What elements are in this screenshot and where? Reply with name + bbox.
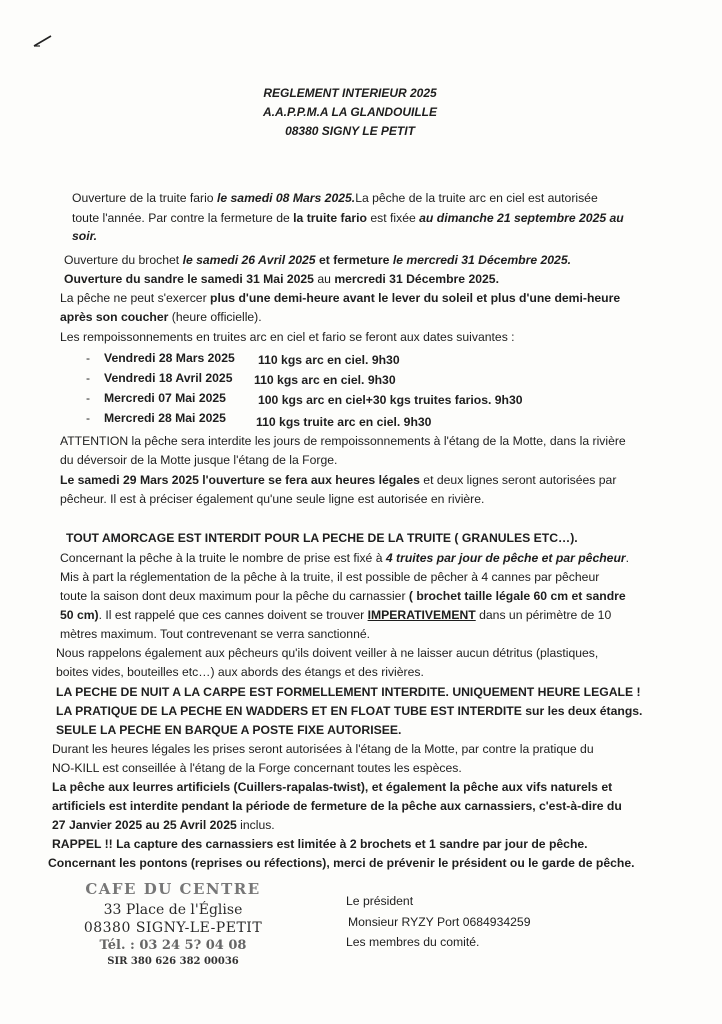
paragraph-line: toute l'année. Par contre la fermeture de la truite fario est fixée au dimanche 21 septembre 2025 au — [72, 211, 624, 225]
paragraph-line: La pêche aux leurres artificiels (Cuillers-rapalas-twist), et également la pêche aux vifs naturels et — [52, 780, 613, 794]
stamp-line: CAFE DU CENTRE — [85, 880, 261, 898]
paragraph-line: pêcheur. Il est à préciser également qu'une seule ligne est autorisée en rivière. — [60, 492, 485, 506]
paragraph-line: Durant les heures légales les prises seront autorisées à l'étang de la Motte, par contre la pratique du — [52, 742, 594, 756]
restock-date: Vendredi 18 Avril 2025 — [104, 371, 233, 385]
restock-detail: 110 kgs truite arc en ciel. 9h30 — [256, 415, 432, 429]
restock-date: Vendredi 28 Mars 2025 — [104, 351, 235, 365]
document-title: REGLEMENT INTERIEUR 2025 — [263, 86, 437, 100]
paragraph-line: toute la saison dont deux maximum pour la pêche du carnassier ( brochet taille légale 60 cm et sandre — [60, 589, 626, 603]
list-bullet: - — [86, 391, 91, 405]
list-bullet: - — [86, 371, 91, 385]
paragraph-line: Concernant la pêche à la truite le nombre de prise est fixé à 4 truites par jour de pêche et par pêcheur. — [60, 551, 630, 565]
restock-detail: 100 kgs arc en ciel+30 kgs truites farios. 9h30 — [258, 393, 523, 407]
stamp-line: SIR 380 626 382 00036 — [107, 956, 239, 967]
committee-line: Les membres du comité. — [346, 935, 480, 949]
cafe-stamp — [78, 880, 268, 972]
paragraph-line: Ouverture du brochet le samedi 26 Avril 2025 et fermeture le mercredi 31 Décembre 2025. — [64, 253, 572, 267]
restock-date: Mercredi 28 Mai 2025 — [104, 411, 226, 425]
paragraph-line: Mis à part la réglementation de la pêche à la truite, il est possible de pêcher à 4 cannes par pêcheur — [60, 570, 600, 584]
paragraph-line: 27 Janvier 2025 au 25 Avril 2025 inclus. — [52, 818, 275, 832]
paragraph-line: LA PRATIQUE DE LA PECHE EN WADDERS ET EN FLOAT TUBE EST INTERDITE sur les deux étangs. — [56, 704, 643, 718]
paragraph-line: après son coucher (heure officielle). — [60, 310, 262, 324]
list-bullet: - — [86, 351, 91, 365]
restock-detail: 110 kgs arc en ciel. 9h30 — [258, 353, 400, 367]
paragraph-line: TOUT AMORCAGE EST INTERDIT POUR LA PECHE DE LA TRUITE ( GRANULES ETC…). — [66, 531, 578, 545]
association-name: A.A.P.P.M.A LA GLANDOUILLE — [262, 105, 437, 119]
paragraph-line: artificiels est interdite pendant la période de fermeture de la pêche aux carnassiers, c'est-à-dire du — [52, 799, 622, 813]
paragraph-line: LA PECHE DE NUIT A LA CARPE EST FORMELLEMENT INTERDITE. UNIQUEMENT HEURE LEGALE ! — [56, 685, 641, 699]
paragraph-line: SEULE LA PECHE EN BARQUE A POSTE FIXE AUTORISEE. — [56, 723, 402, 737]
paragraph-line: NO-KILL est conseillée à l'étang de la Forge concernant toutes les espèces. — [52, 761, 462, 775]
pen-mark — [33, 34, 53, 48]
stamp-line: 33 Place de l'Église — [103, 902, 243, 918]
paragraph-line: ATTENTION la pêche sera interdite les jours de rempoissonnements à l'étang de la Motte, dans la rivière — [60, 434, 626, 448]
paragraph-line: Ouverture de la truite fario le samedi 08 Mars 2025.La pêche de la truite arc en ciel est autorisée — [72, 191, 598, 205]
restock-detail: 110 kgs arc en ciel. 9h30 — [254, 373, 396, 387]
paragraph-line: Ouverture du sandre le samedi 31 Mai 2025 au mercredi 31 Décembre 2025. — [64, 272, 499, 286]
paragraph-line: Les rempoissonnements en truites arc en ciel et fario se feront aux dates suivantes : — [60, 330, 515, 344]
paragraph-line: RAPPEL !! La capture des carnassiers est limitée à 2 brochets et 1 sandre par jour de pêche. — [52, 837, 588, 851]
list-bullet: - — [86, 411, 91, 425]
paragraph-line: Concernant les pontons (reprises ou réfections), merci de prévenir le président ou le garde de pêche. — [48, 856, 635, 870]
paragraph-line: du déversoir de la Motte jusque l'étang de la Forge. — [60, 453, 338, 467]
association-address: 08380 SIGNY LE PETIT — [285, 124, 415, 138]
signatory-role: Le président — [346, 894, 414, 908]
signatory-name: Monsieur RYZY Port 0684934259 — [348, 915, 531, 929]
paragraph-line: soir. — [72, 229, 98, 243]
paragraph-line: La pêche ne peut s'exercer plus d'une demi-heure avant le lever du soleil et plus d'une demi-heure — [60, 291, 621, 305]
restock-date: Mercredi 07 Mai 2025 — [104, 391, 226, 405]
stamp-line: 08380 SIGNY-LE-PETIT — [83, 920, 263, 936]
paragraph-line: Nous rappelons également aux pêcheurs qu'ils doivent veiller à ne laisser aucun détritus (plastiques, — [56, 646, 599, 660]
paragraph-line: 50 cm). Il est rappelé que ces cannes doivent se trouver IMPERATIVEMENT dans un périmètre de 10 — [60, 608, 612, 622]
paragraph-line: boites vides, bouteilles etc…) aux abords des étangs et des rivières. — [56, 665, 424, 679]
stamp-line: Tél. : 03 24 5? 04 08 — [99, 938, 247, 953]
paragraph-line: mètres maximum. Tout contrevenant se verra sanctionné. — [60, 627, 371, 641]
paragraph-line: Le samedi 29 Mars 2025 l'ouverture se fera aux heures légales et deux lignes seront autorisées par — [60, 473, 617, 487]
